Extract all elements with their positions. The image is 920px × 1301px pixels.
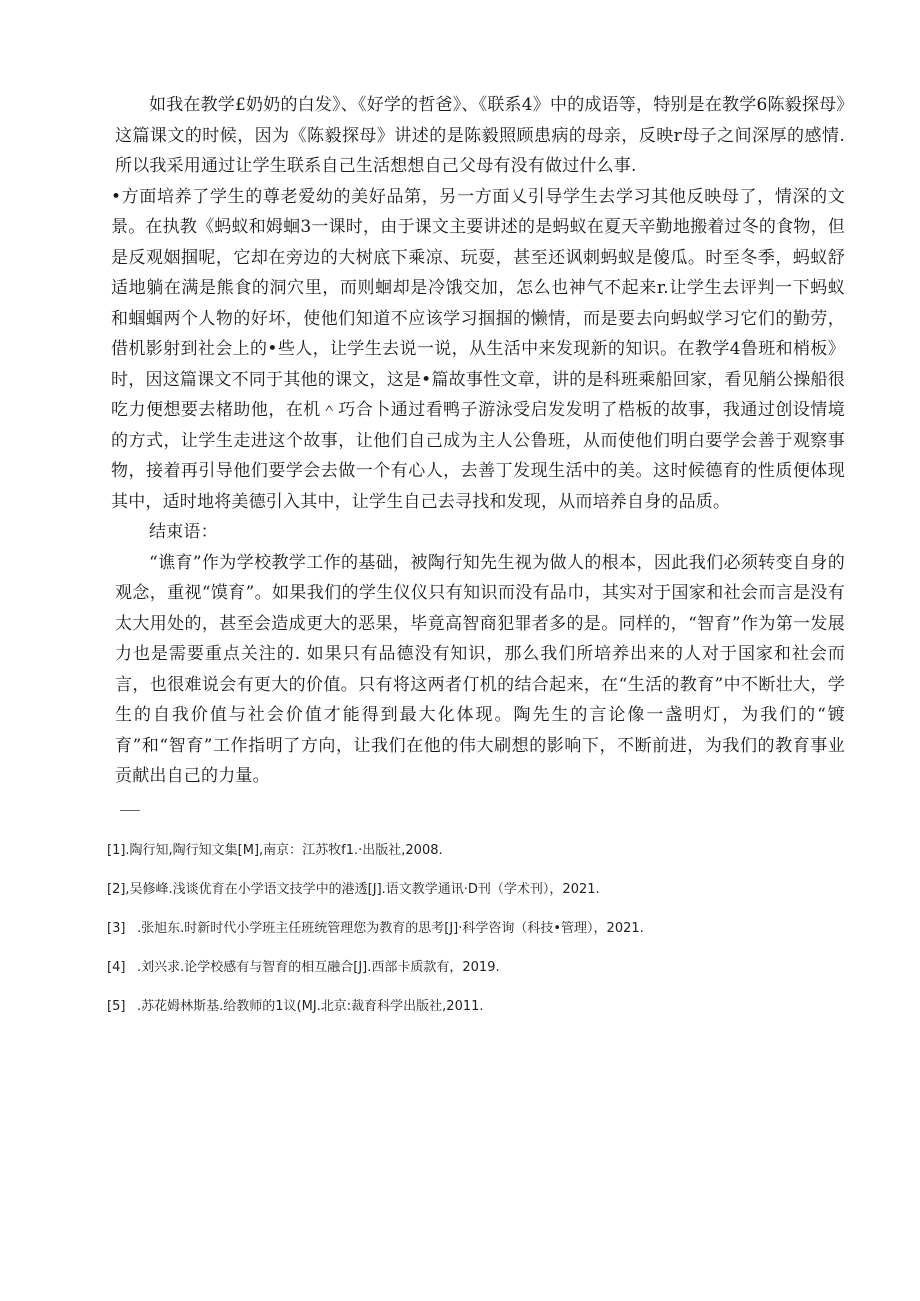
reference-text: .苏花姆林斯基.给教师的1议(MJ.北京:裁育科学出版社,2011. xyxy=(137,999,484,1014)
reference-item xyxy=(107,881,847,920)
references-list xyxy=(107,842,847,1037)
reference-text: .刘兴求.论学校感有与智育的相互融合[J].西部卡质款有，2019. xyxy=(137,960,500,975)
body-text xyxy=(111,90,845,792)
reference-text: [2],吴修峰.浅谈优育在小学语文技学中的港透[J].语文教学通讯·D刊（学术刊），2021. xyxy=(107,882,600,897)
reference-item xyxy=(107,920,847,959)
reference-text: [1].陶行知,陶行知文集[M],南京：江苏牧f1.·出版社,2008. xyxy=(107,843,443,858)
closing-label: 结束语： xyxy=(149,522,218,542)
paragraph-1: 如我在教学£奶奶的白发》、《好学的哲爸》、《联系4》中的成语等，特别是在教学6陈毅探母》这篇课文的时候，因为《陈毅探母》讲述的是陈毅照顾患病的母亲，反映r母子之间深厚的感情. 所以我采用通过让学生联系自己生活想想自己父母有没有做过什么事. xyxy=(115,95,845,176)
closing-paragraph: “谯育”作为学校教学工作的基础，被陶行知先生视为做人的根本，因此我们必须转变自身的观念，重视“馍育”。如果我们的学生仪仪只有知识而没有品巾，其实对于国家和社会而言是没有太大用处的，甚至会造成更大的恶果，毕竟高智商犯罪者多的是。同样的，“智育”作为第一发展力也是需要重点关注的. 如果只有品德没有知识，那么我们所培养出来的人对于国家和社会而言，也很难说会有更大的价值。只有将这两者仃机的结合起来，在“生活的教育”中不断壮大，学生的自我价值与社会价值才能得到最大化体现。陶先生的言论像一盏明灯，为我们的“镀育”和“智育”工作指明了方向，让我们在他的伟大刷想的影响下，不断前进，为我们的教育事业贡献出自己的力量。 xyxy=(115,552,845,786)
reference-number: [5] xyxy=(107,999,126,1014)
paragraph-2: •方面培养了学生的尊老爱幼的美好品第，另一方面乂引导学生去学习其他反映母了，情深的文景。在执教《蚂蚁和姆蛔3一课时，由于课文主要讲述的是蚂蚁在夏天辛勤地搬着过冬的食物，但是反观姻掴呢，它却在旁边的大树底下乘凉、玩耍，甚至还讽刺蚂蚁是傻瓜。时至冬季，蚂蚁舒适地躺在满是熊食的洞穴里，而则蛔却是冷饿交加，怎么也神气不起来r.让学生去评判一下蚂蚁和蝈蝈两个人物的好坏，使他们知道不应该学习掴掴的懒情，而是要去向蚂蚁学习它们的勤劳，借机影射到社会上的•些人，让学生去说一说，从生活中来发现新的知识。在教学4鲁班和梢板》时，因这篇课文不同于其他的课文，这是•篇故事性文章，讲的是科班乘船回家，看见艄公操船很吃力便想要去楮助他，在机＾巧合卜通过看鸭子游泳受启发发明了梏板的故事，我通过创设情境的方式，让学生走进这个故事，让他们自己成为主人公鲁班，从而使他们明白要学会善于观察事物，接着再引导他们要学会去做一个有心人，去善丁发现生活中的美。这时候德育的性质便体现其中，适时地将美德引入其中，让学生自己去寻找和发现，从而培养自身的品质。 xyxy=(111,186,845,512)
reference-item xyxy=(107,959,847,998)
reference-item xyxy=(107,842,847,881)
references-divider xyxy=(120,810,140,811)
reference-number: [3] xyxy=(107,921,126,936)
reference-text: .张旭东.时新时代小学班主任班统管理您为教育的思考[J]·科学咨询（科技•管理），2021. xyxy=(137,921,644,936)
reference-number: [4] xyxy=(107,960,126,975)
reference-item xyxy=(107,998,847,1037)
